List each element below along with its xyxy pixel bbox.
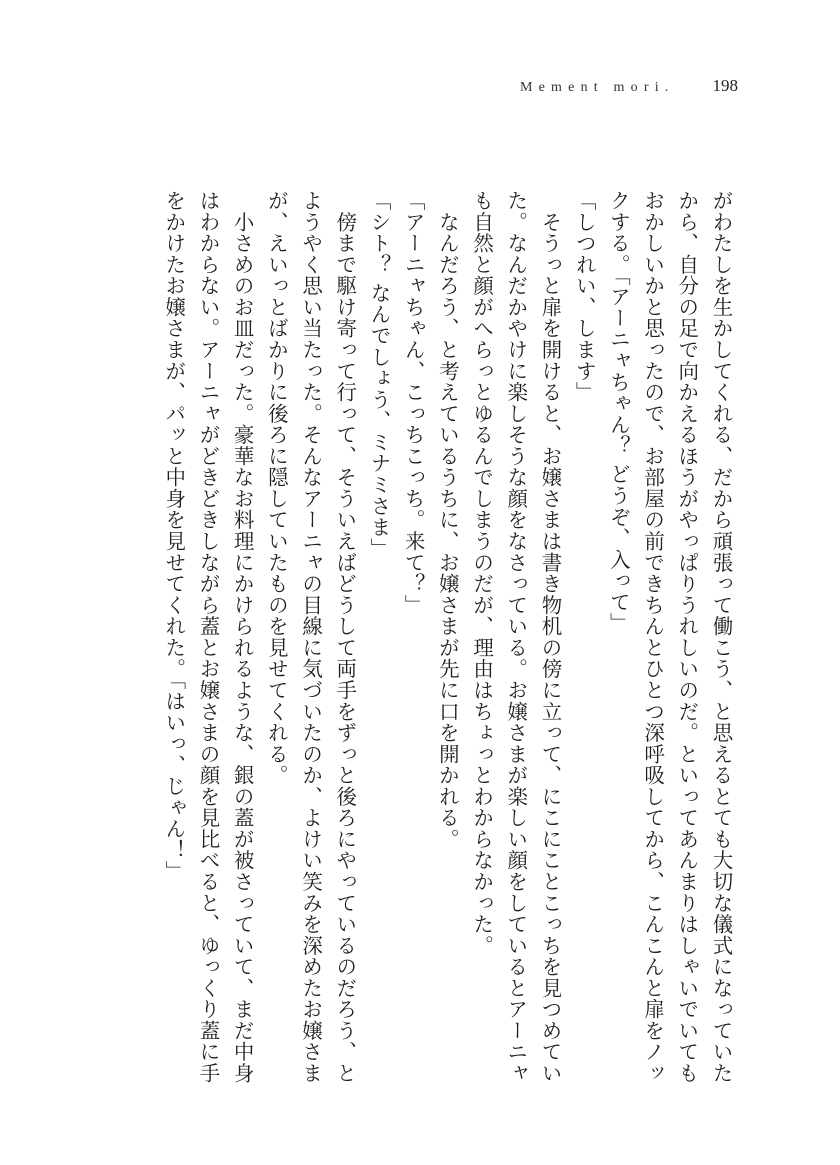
running-title: Mement mori.: [520, 80, 675, 95]
text-line: なんだろう、と考えているうちに、お嬢さまが先に口を開かれる。: [435, 190, 460, 850]
text-line: そうっと扉を開けると、お嬢さまは書き物机の傍に立って、にこにことこっちを見つめてい: [537, 190, 562, 1084]
text-line: はわからない。アーニャがどきどきしながら蓋とお嬢さまの顔を見比べると、ゆっくり蓋に手: [195, 190, 220, 1084]
text-line: が、えいっとばかりに後ろに隠していたものを見せてくれる。: [264, 190, 289, 786]
text-line: た。なんだかやけに楽しそうな顔をなさっている。お嬢さまが楽しい顔をしているとアーニャ: [503, 190, 528, 1084]
text-line: 「しつれい、します」: [572, 190, 597, 403]
page-header: [520, 76, 738, 96]
text-line: から、自分の足で向かえるほうがやっぱりうれしいのだ。といってあんまりはしゃいでいても: [674, 190, 699, 1084]
text-line: 傍まで駆け寄って行って、そういえばどうして両手をずっと後ろにやっているのだろう、と: [332, 190, 357, 1084]
vertical-body-text: [118, 190, 738, 1090]
text-line: 「シト？ なんでしょう、ミナミさま」: [366, 190, 391, 560]
text-line: ようやく思い当たった。そんなアーニャの目線に気づいたのか、よけい笑みを深めたお嬢さま: [298, 190, 323, 1084]
text-line: 小さめのお皿だった。豪華なお料理にかけられるような、銀の蓋が被さっていて、まだ中身: [230, 190, 255, 1084]
text-line: も自然と顔がへらっとゆるんでしまうのだが、理由はちょっとわからなかった。: [469, 190, 494, 957]
text-line: がわたしを生かしてくれる、だから頑張って働こう、と思えるとても大切な儀式になっていた: [709, 190, 733, 1084]
page-number: 198: [712, 76, 738, 95]
text-line: おかしいかと思ったので、お部屋の前できちんとひとつ深呼吸してから、こんこんと扉をノッ: [640, 190, 665, 1084]
text-line: をかけたお嬢さまが、パッと中身を見せてくれた。「はいっ、じゃん！」: [161, 190, 186, 882]
text-line: クする。「アーニャちゃん？ どうぞ、入って」: [606, 190, 631, 634]
text-line: 「アーニャちゃん、こっちこっち。来て？」: [401, 190, 426, 616]
